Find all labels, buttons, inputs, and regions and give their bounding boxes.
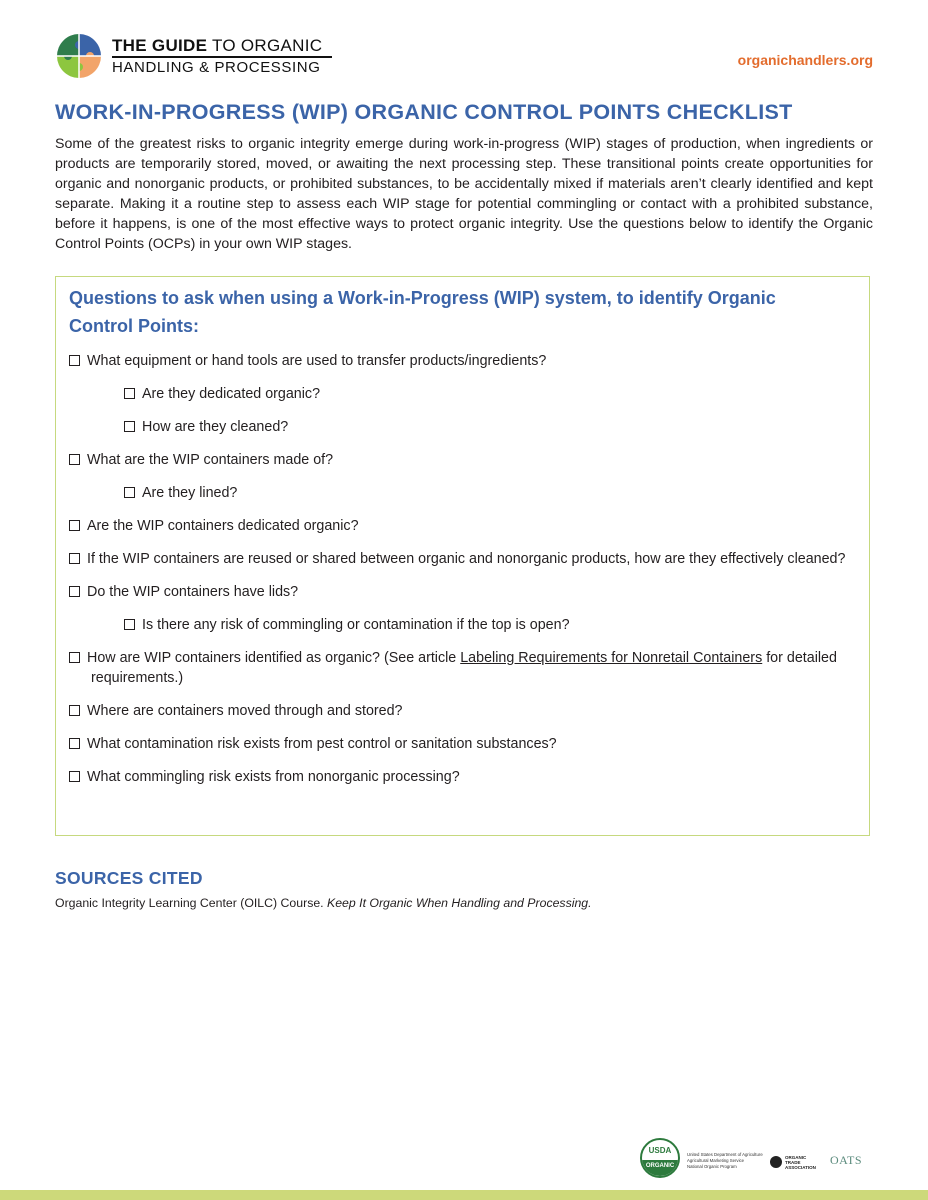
checkbox[interactable] — [69, 705, 80, 716]
checklist-subitem: Are they dedicated organic? — [69, 384, 859, 404]
checklist-subitem: How are they cleaned? — [69, 417, 859, 437]
bottom-accent-bar — [0, 1190, 928, 1200]
logo-line1-bold: THE GUIDE — [112, 36, 208, 55]
oats-logo: OATS — [830, 1153, 863, 1167]
checkbox[interactable] — [124, 619, 135, 630]
checklist-item: What contamination risk exists from pest control or sanitation substances? — [69, 734, 859, 754]
labeling-requirements-link[interactable]: Labeling Requirements for Nonretail Containers — [460, 650, 763, 666]
page-header — [55, 32, 873, 82]
checklist-item: What equipment or hand tools are used to transfer products/ingredients? — [69, 351, 859, 371]
puzzle-logo-icon — [55, 32, 103, 80]
page-title: WORK-IN-PROGRESS (WIP) ORGANIC CONTROL POINTS CHECKLIST — [55, 100, 793, 124]
checkbox[interactable] — [69, 454, 80, 465]
checkbox[interactable] — [124, 421, 135, 432]
checkbox[interactable] — [69, 738, 80, 749]
checklist-item: Where are containers moved through and stored? — [69, 701, 859, 721]
checklist-subitem: Is there any risk of commingling or contamination if the top is open? — [69, 615, 859, 635]
checklist-heading: Questions to ask when using a Work-in-Progress (WIP) system, to identify Organic Control Points: — [69, 288, 776, 336]
checklist-item: Do the WIP containers have lids? — [69, 582, 859, 602]
checkbox[interactable] — [69, 771, 80, 782]
checklist — [69, 351, 859, 800]
logo-line2: HANDLING & PROCESSING — [112, 58, 321, 76]
checkbox[interactable] — [124, 487, 135, 498]
checklist-panel — [55, 276, 870, 836]
usda-organic-seal: USDA ORGANIC — [640, 1138, 680, 1178]
checklist-item: Are the WIP containers dedicated organic? — [69, 516, 859, 536]
checklist-item: What are the WIP containers made of? — [69, 450, 859, 470]
intro-paragraph: Some of the greatest risks to organic integrity emerge during work-in-progress (WIP) stages of production, when ingredients or products are temporarily stored, moved, or awaiting the next processing step. These transitional points create opportunities for organic and nonorganic products, or prohibited substances, to be accidentally mixed if materials aren’t clearly identified and kept separate. Making it a routine step to assess each WIP stage for potential commingling or contact with a prohibited substance, before it happens, is one of the most effective ways to protect organic integrity. Use the questions below to identify the Organic Control Points (OCPs) in your own WIP stages. — [55, 136, 873, 252]
checkbox[interactable] — [124, 388, 135, 399]
checklist-item: What commingling risk exists from nonorganic processing? — [69, 767, 859, 787]
logo-divider — [112, 56, 332, 58]
sources-citation: Organic Integrity Learning Center (OILC) Course. Keep It Organic When Handling and Processing. — [55, 896, 592, 910]
sources-heading: SOURCES CITED — [55, 868, 203, 888]
ota-logo-icon — [770, 1156, 782, 1168]
course-title: Keep It Organic When Handling and Processing. — [327, 896, 592, 910]
checkbox[interactable] — [69, 355, 80, 366]
checkbox[interactable] — [69, 553, 80, 564]
checklist-item: How are WIP containers identified as organic? (See article Labeling Requirements for Nonretail Containers for detailed requirements.) — [69, 648, 859, 688]
checkbox[interactable] — [69, 586, 80, 597]
checklist-subitem: Are they lined? — [69, 483, 859, 503]
footer-logos — [640, 1138, 880, 1186]
checkbox[interactable] — [69, 652, 80, 663]
logo-wordmark — [112, 36, 332, 76]
ota-logo-text: ORGANIC TRADE ASSOCIATION — [785, 1155, 816, 1170]
usda-agency-text: United States Department of Agriculture Agricultural Marketing Service National Organic Program — [687, 1152, 763, 1169]
logo-line1-light: TO ORGANIC — [207, 36, 323, 55]
site-url-link[interactable]: organichandlers.org — [737, 52, 873, 68]
checkbox[interactable] — [69, 520, 80, 531]
checklist-item: If the WIP containers are reused or shared between organic and nonorganic products, how are they effectively cleaned? — [69, 549, 859, 569]
